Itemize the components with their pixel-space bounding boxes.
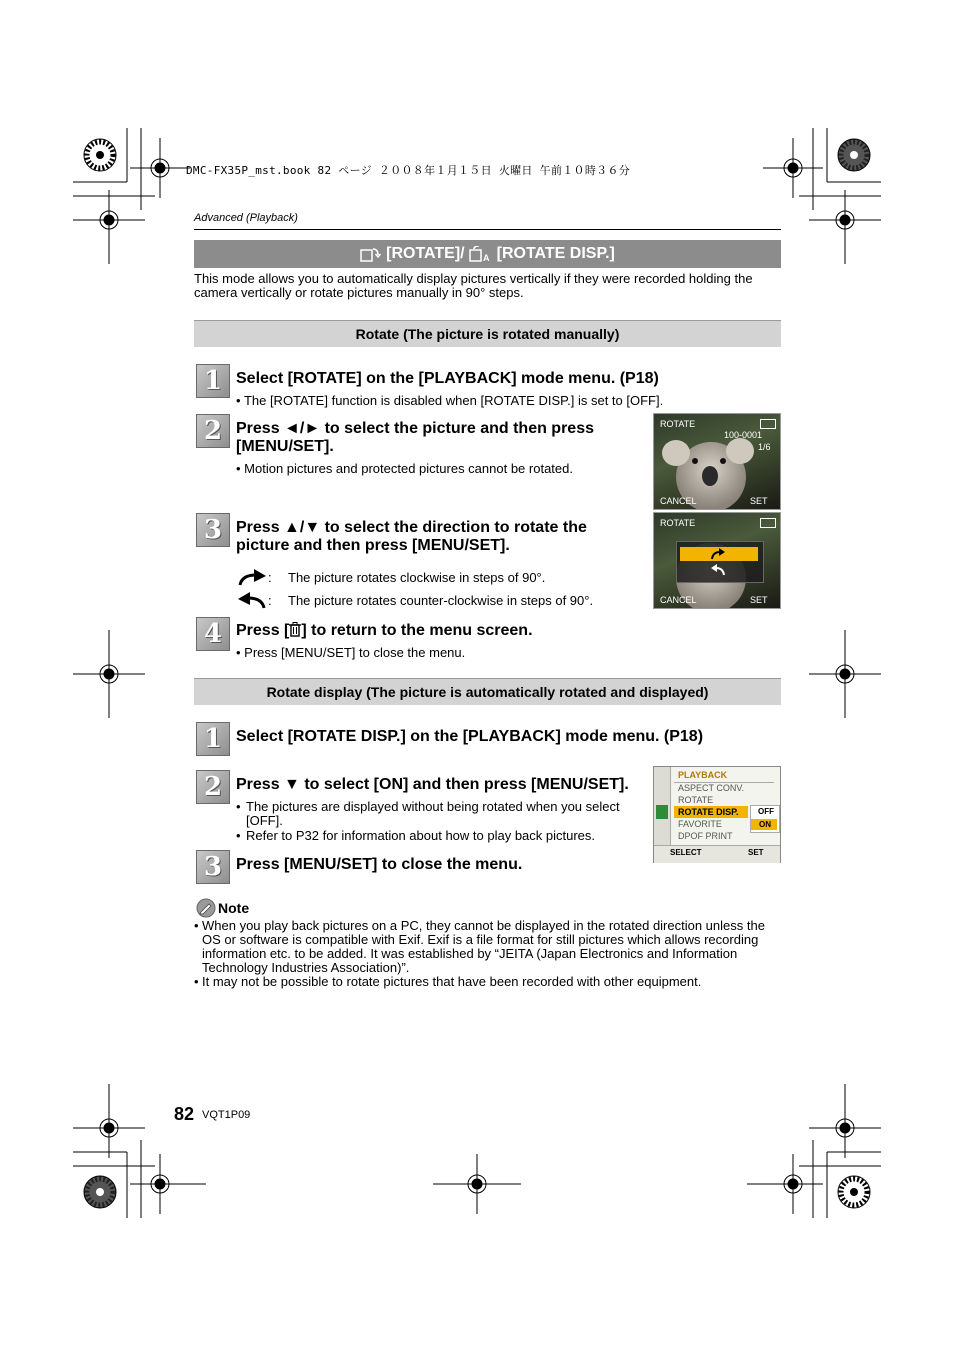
lcd-set: SET xyxy=(750,595,768,605)
note-label: Note xyxy=(218,900,250,916)
page-number: 82 xyxy=(174,1104,195,1124)
lcd-playback-menu xyxy=(653,766,781,863)
lcd-mode: ROTATE xyxy=(660,419,696,429)
title-rotate: [ROTATE]/ xyxy=(386,245,465,262)
note-item: When you play back pictures on a PC, they cannot be displayed in the rotated direction unless the OS or software is compatible with Exif. Exif is a file format for still pictures which allows recording information etc. to be added. It was established by “JEITA (Japan Electronics and Information Technology Industries Association)”. xyxy=(202,918,765,975)
trash-icon xyxy=(289,622,301,637)
print-info: DMC-FX35P_mst.book 82 ページ ２００８年１月１５日 火曜日 午前１０時３６分 xyxy=(186,164,631,177)
step-heading: Press ▼ to select [ON] and then press [MENU/SET]. xyxy=(236,776,629,793)
lcd-count: 1/6 xyxy=(758,442,771,452)
page-title xyxy=(194,240,781,268)
step-heading: Select [ROTATE] on the [PLAYBACK] mode menu. (P18) xyxy=(236,370,659,387)
step-bullet: • The [ROTATE] function is disabled when [ROTATE DISP.] is set to [OFF]. xyxy=(236,393,664,408)
menu-item-rotate-disp: ROTATE DISP. xyxy=(678,807,739,817)
step-number: 4 xyxy=(196,617,230,651)
rotate-section-heading: Rotate (The picture is rotated manually) xyxy=(194,320,781,347)
step-number: 1 xyxy=(196,722,230,756)
rotate-icon xyxy=(360,246,382,262)
header-rule xyxy=(194,229,781,230)
step-heading: Select [ROTATE DISP.] on the [PLAYBACK] mode menu. (P18) xyxy=(236,728,704,745)
menu-title: PLAYBACK xyxy=(678,770,728,780)
note-list: • When you play back pictures on a PC, they cannot be displayed in the rotated direction unless the OS or software is compatible with Exif. Exif is a file format for still pictures which allows recording information etc. to be added. It was established by “JEITA (Japan Electronics and Information Technology Industries Association)”. • It may not be possible to rotate pictures that have been recorded with other equipment. xyxy=(194,919,784,989)
lcd-clockwise-icon xyxy=(710,548,726,560)
pencil-note-icon xyxy=(196,898,216,918)
lcd-file-number: 100-0001 xyxy=(724,430,763,440)
menu-option-off: OFF xyxy=(758,807,774,816)
step-number: 3 xyxy=(196,513,230,547)
menu-select-label: SELECT xyxy=(670,848,702,857)
step-number: 3 xyxy=(196,850,230,884)
lcd-counterclockwise-icon xyxy=(710,564,726,576)
lcd-screen-rotate-direction xyxy=(653,512,781,609)
menu-set-label: SET xyxy=(748,848,764,857)
step-number: 1 xyxy=(196,364,230,398)
menu-item-dpof-print: DPOF PRINT xyxy=(678,831,733,841)
step-bullet: • Press [MENU/SET] to close the menu. xyxy=(236,645,466,660)
section-label: Advanced (Playback) xyxy=(194,212,298,224)
lcd-cancel: CANCEL xyxy=(660,595,697,605)
menu-item-rotate: ROTATE xyxy=(678,795,714,805)
lcd-cancel: CANCEL xyxy=(660,496,697,506)
clockwise-description: The picture rotates clockwise in steps of 90°. xyxy=(288,570,546,585)
rotate-disp-icon xyxy=(469,246,493,262)
rotate-clockwise-icon xyxy=(238,569,268,587)
colon: : xyxy=(268,593,272,608)
menu-item-favorite: FAVORITE xyxy=(678,819,722,829)
step-bullet: • Motion pictures and protected pictures cannot be rotated. xyxy=(236,461,573,476)
counterclockwise-description: The picture rotates counter-clockwise in steps of 90°. xyxy=(288,593,594,608)
lcd-mode: ROTATE xyxy=(660,518,696,528)
rotate-display-section-heading: Rotate display (The picture is automatically rotated and displayed) xyxy=(194,678,781,705)
step-heading: Press [ ] to return to the menu screen. xyxy=(236,622,533,639)
title-rotate-disp: [ROTATE DISP.] xyxy=(496,245,615,262)
step-heading: Press [MENU/SET] to close the menu. xyxy=(236,856,523,873)
lcd-set: SET xyxy=(750,496,768,506)
menu-item-aspect-conv: ASPECT CONV. xyxy=(678,783,745,793)
step-number: 2 xyxy=(196,414,230,448)
document-code: VQT1P09 xyxy=(202,1109,251,1121)
svg-text:A: A xyxy=(482,253,490,262)
rotate-counterclockwise-icon xyxy=(238,592,268,610)
step-heading: Press ▲/▼ to select the direction to rotate the picture and then press [MENU/SET]. xyxy=(236,519,587,554)
menu-option-on: ON xyxy=(759,820,771,829)
note-item: It may not be possible to rotate pictures that have been recorded with other equipment. xyxy=(202,974,702,989)
colon: : xyxy=(268,570,272,585)
step-number: 2 xyxy=(196,770,230,804)
step-heading: Press ◄/► to select the picture and then press [MENU/SET]. xyxy=(236,420,594,455)
note-header xyxy=(196,898,249,918)
battery-icon xyxy=(760,419,776,429)
battery-icon xyxy=(760,518,776,528)
lcd-screen-rotate-select xyxy=(653,413,781,510)
step-bullet: • The pictures are displayed without being rotated when you select [OFF]. • Refer to P32 for information about how to play back pictures. xyxy=(236,799,620,843)
intro-text: This mode allows you to automatically display pictures vertically if they were recorded holding the camera vertically or rotate pictures manually in 90° steps. xyxy=(194,271,753,300)
